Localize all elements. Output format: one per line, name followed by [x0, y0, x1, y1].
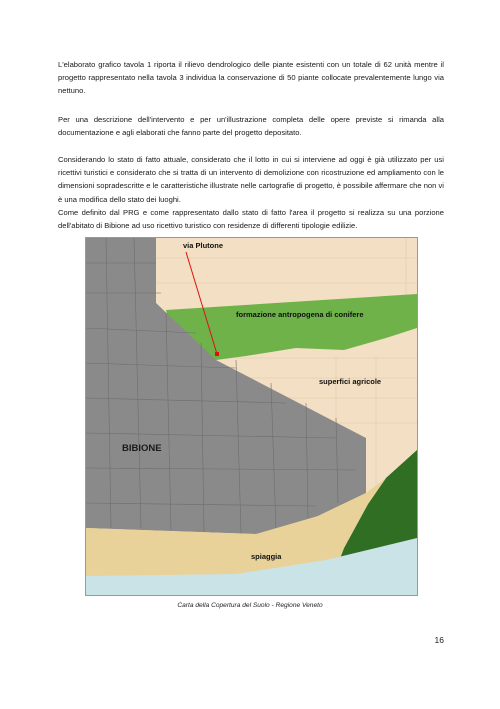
- label-agricultural: superfici agricole: [319, 377, 382, 386]
- label-beach: spiaggia: [251, 552, 282, 561]
- label-bibione: BIBIONE: [122, 443, 162, 454]
- land-cover-map: [85, 237, 418, 596]
- site-marker: [215, 352, 219, 356]
- paragraph-description: Per una descrizione dell'intervento e per un'illustrazione completa delle opere previste si rimanda alla documentazione e agli elaborati che fanno parte del progetto depositato.: [58, 115, 444, 138]
- label-via-plutone: via Plutone: [183, 241, 224, 250]
- page-number: 16: [434, 635, 444, 645]
- map-graphic: [86, 238, 417, 595]
- map-caption: Carta della Copertura del Suolo - Regione Veneto: [177, 602, 323, 609]
- paragraph-current-state: Considerando lo stato di fatto attuale, considerato che il lotto in cui si interviene ad oggi è già utilizzato per usi ricettivi turistici e considerato che si tratta di un intervento di demolizione con ricostruzione ed ampliamento con le dimensioni sopradescritte e le caratteristiche illustrate nelle cartografie di progetto, è possibile affermare che non vi è una modifica dello stato dei luoghi. Come definito dal PRG e come rappresentato dallo stato di fatto l'area il progetto si realizza su una porzione dell'abitato di Bibione ad uso ricettivo turistico con residenze di differenti tipologie edilizie.: [58, 155, 444, 231]
- label-conifer: formazione antropogena di conifere: [236, 310, 364, 319]
- paragraph-tree-survey: L'elaborato grafico tavola 1 riporta il rilievo dendrologico delle piante esistenti con un totale di 62 unità mentre il progetto rappresentato nella tavola 3 individua la conservazione di 50 piante collocate prevalentemente lungo via nettuno.: [58, 60, 444, 96]
